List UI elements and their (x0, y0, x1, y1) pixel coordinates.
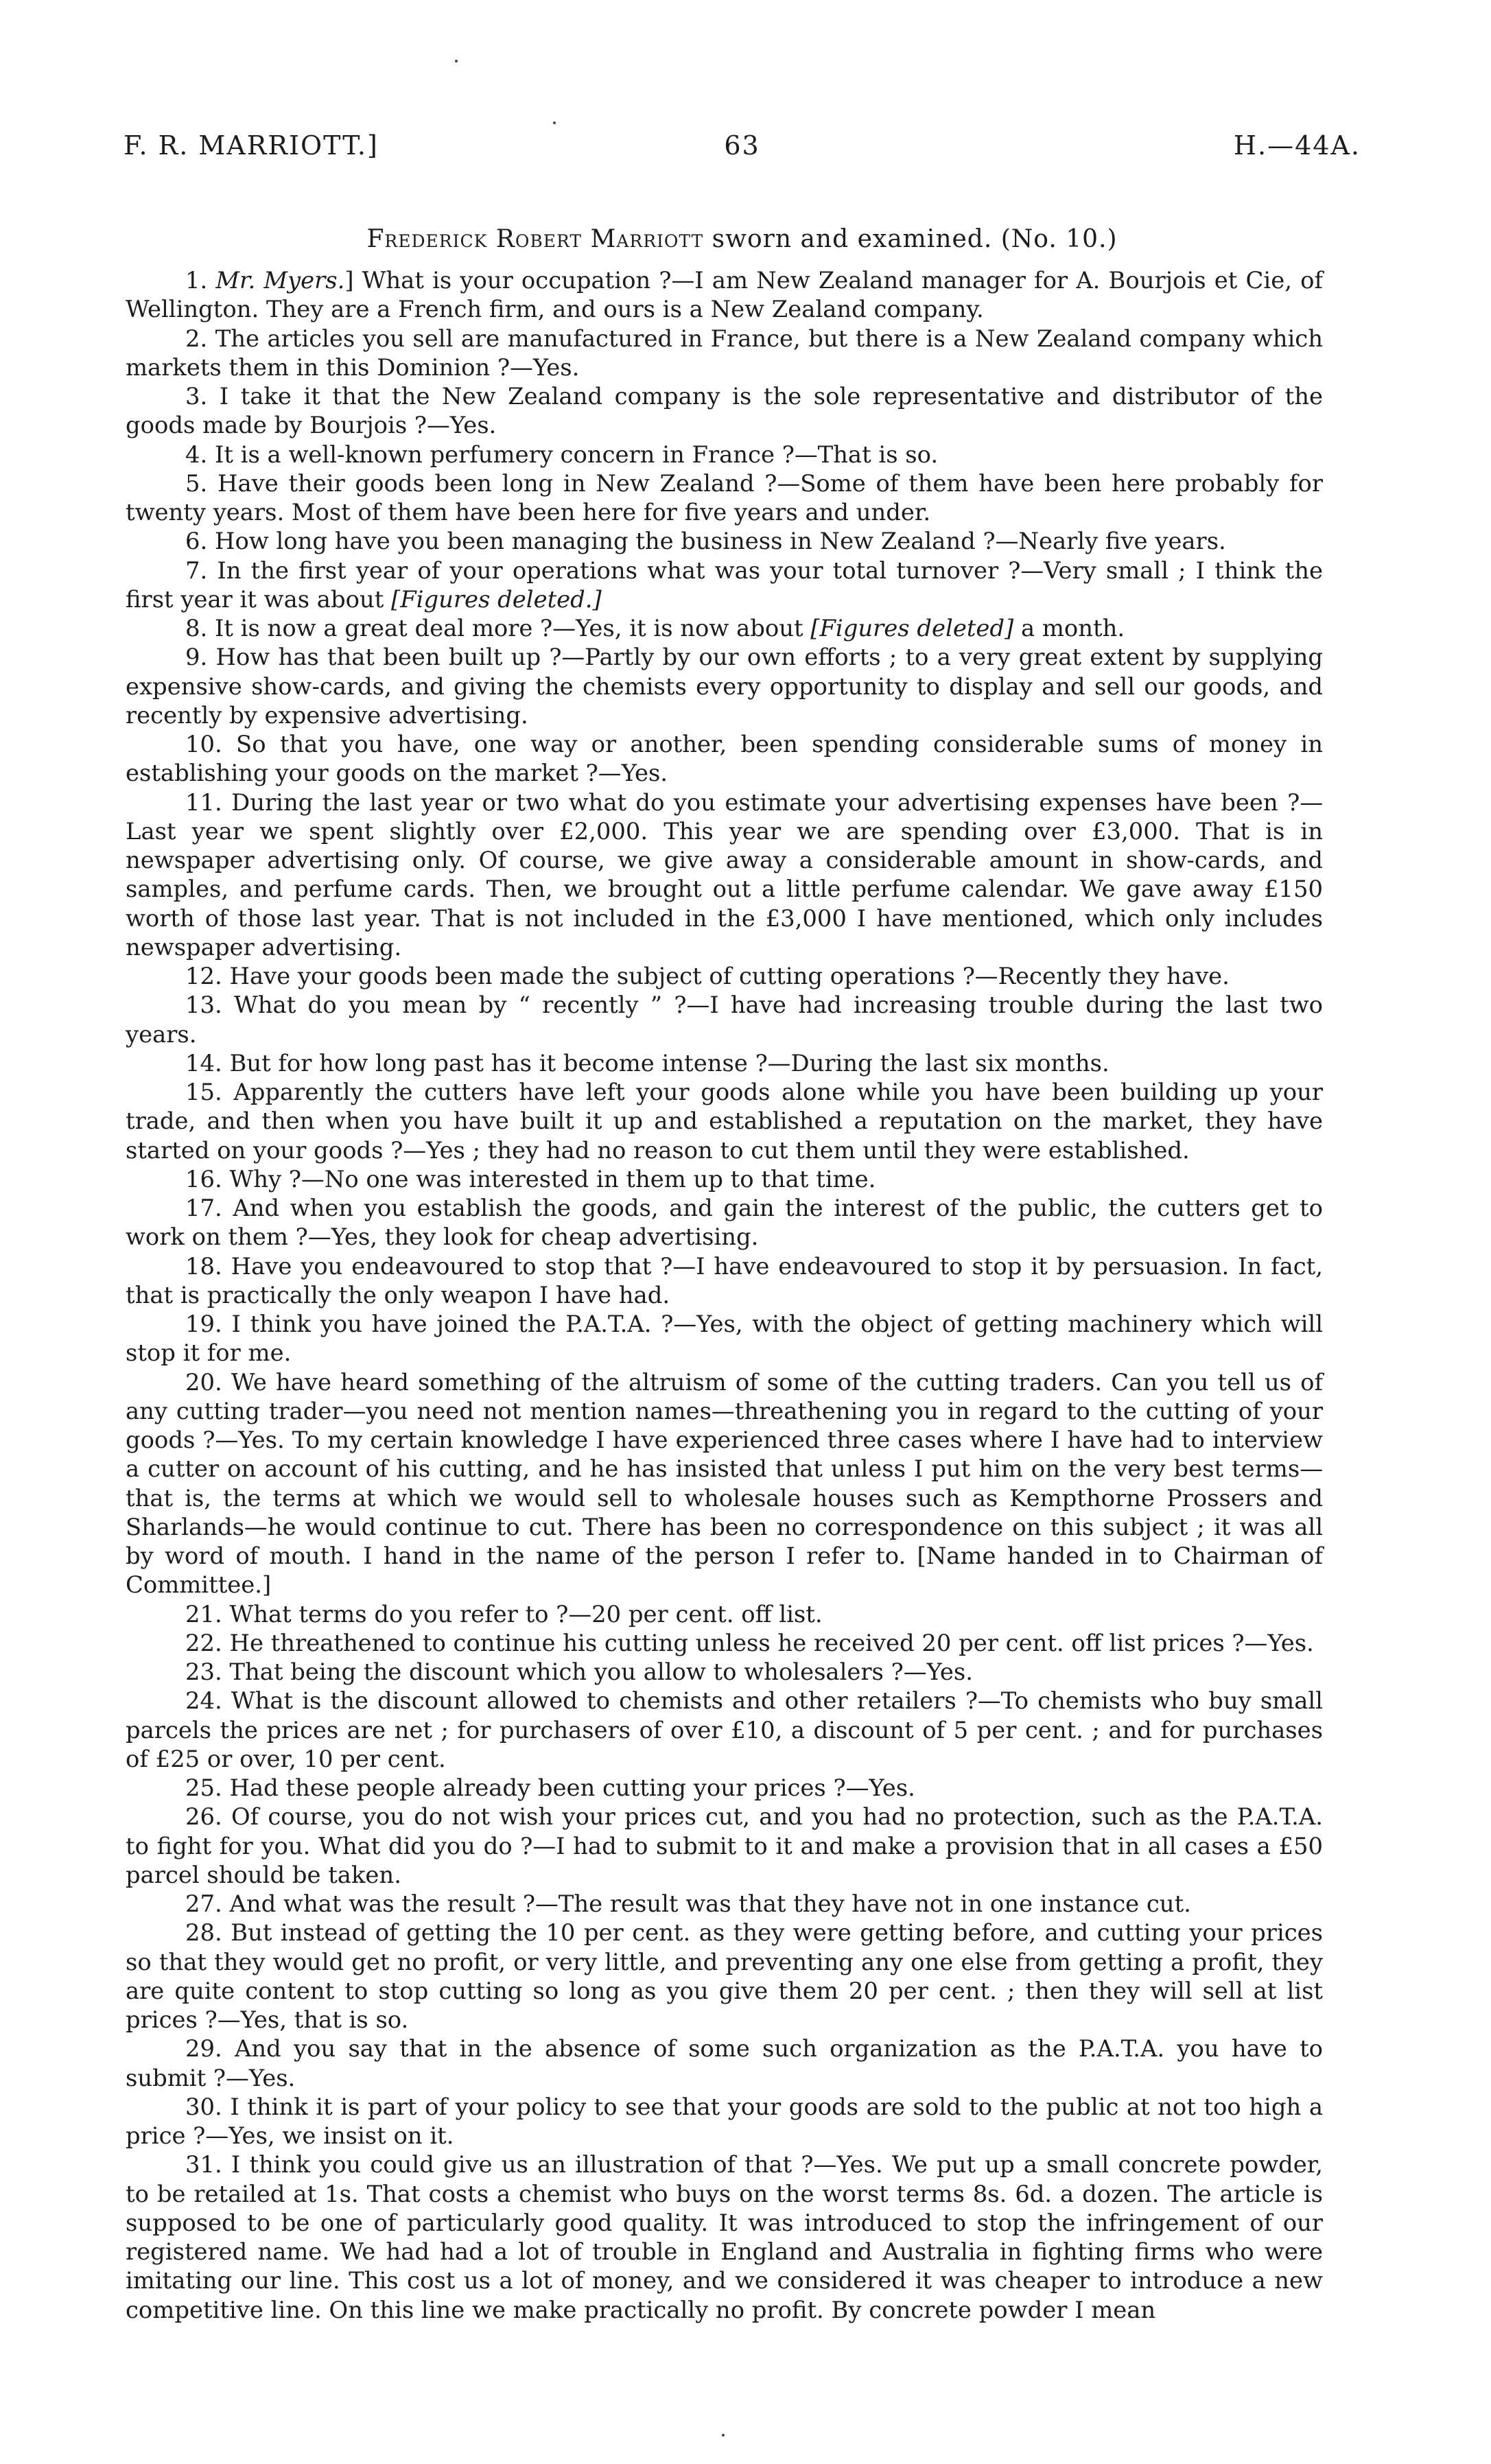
question-paragraph: 12. Have your goods been made the subject of cutting operations ?—Recently they have. (185, 963, 1230, 989)
question-paragraph: 9. How has that been built up ?—Partly by our own efforts ; to a very great extent by supplying expensive show-cards, and giving the chemists every opportunity to display and sell our goods, and recently by expensive advertising. (126, 644, 1323, 729)
question-paragraph: 4. It is a well-known perfumery concern in France ?—That is so. (185, 441, 939, 468)
question-paragraph: 8. It is now a great deal more ?—Yes, it is now about [Figures deleted] a month. (185, 615, 1125, 642)
speck-mark (722, 2434, 725, 2437)
testimony-body (126, 266, 1323, 2325)
question-paragraph: 23. That being the discount which you allow to wholesalers ?—Yes. (185, 1658, 974, 1685)
question-paragraph: 21. What terms do you refer to ?—20 per cent. off list. (185, 1600, 823, 1628)
question-paragraph: 17. And when you establish the goods, and gain the interest of the public, the cutters get to work on them ?—Yes, they look for cheap advertising. (126, 1195, 1323, 1251)
question-paragraph: 6. How long have you been managing the business in New Zealand ?—Nearly five years. (185, 528, 1226, 555)
question-paragraph: 1. Mr. Myers.] What is your occupation ?—I am New Zealand manager for A. Bourjois et Cie, of Wellington. They are a French firm, and ours is a New Zealand company. (126, 267, 1323, 323)
question-paragraph: 26. Of course, you do not wish your prices cut, and you had no protection, such as the P.A.T.A. to fight for you. What did you do ?—I had to submit to it and make a provision that in all cases a £50 parcel should be taken. (126, 1803, 1323, 1888)
figures-deleted-note: [Figures deleted.] (391, 585, 602, 613)
question-paragraph: 24. What is the discount allowed to chemists and other retailers ?—To chemists who buy small parcels the prices are net ; for purchasers of over £10, a discount of 5 per cent. ; and for purchases of £25 or over, 10 per cent. (126, 1687, 1323, 1772)
question-paragraph: 29. And you say that in the absence of some such organization as the P.A.T.A. you have to submit ?—Yes. (126, 2035, 1323, 2091)
header-witness-name: F. R. MARRIOTT.] (124, 130, 379, 161)
question-paragraph: 22. He threathened to continue his cutting unless he received 20 per cent. off list prices ?—Yes. (185, 1629, 1314, 1656)
question-paragraph: 30. I think it is part of your policy to see that your goods are sold to the public at not too high a price ?—Yes, we insist on it. (126, 2093, 1323, 2149)
question-paragraph: 14. But for how long past has it become intense ?—During the last six months. (185, 1049, 1110, 1077)
question-paragraph: 2. The articles you sell are manufactured in France, but there is a New Zealand company which markets them in this Dominion ?—Yes. (126, 325, 1323, 381)
witness-name: Frederick Robert Marriott (366, 225, 704, 253)
question-paragraph: 15. Apparently the cutters have left your goods alone while you have been building up your trade, and then when you have built it up and established a reputation on the market, they have started on your goods ?—Yes ; they had no reason to cut them until they were established. (126, 1079, 1323, 1164)
question-paragraph: 20. We have heard something of the altruism of some of the cutting traders. Can you tell us of any cutting trader—you need not mention names—threathening you in regard to the cutting of your goods ?—Yes. To my certain knowledge I have experienced three cases where I have had to interview a cutter on account of his cutting, and he has insisted that unless I put him on the very best terms—that is, the terms at which we would sell to wholesale houses such as Kempthorne Prossers and Sharlands—he would continue to cut. There has been no correspondence on this subject ; it was all by word of mouth. I hand in the name of the person I refer to. [Name handed in to Chairman of Committee.] (126, 1368, 1323, 1599)
question-paragraph: 28. But instead of getting the 10 per cent. as they were getting before, and cutting your prices so that they would get no profit, or very little, and preventing any one else from getting a profit, they are quite content to stop cutting so long as you give them 20 per cent. ; then they will sell at list prices ?—Yes, that is so. (126, 1919, 1323, 2033)
figures-deleted-note: [Figures deleted] (810, 615, 1014, 642)
question-paragraph: 3. I take it that the New Zealand company is the sole representative and distributor of the goods made by Bourjois ?—Yes. (126, 383, 1323, 439)
question-paragraph: 7. In the first year of your operations what was your total turnover ?—Very small ; I think the first year it was about [Figures deleted.] (126, 556, 1323, 613)
paper-reference: H.—44A. (1233, 130, 1361, 161)
question-paragraph: 11. During the last year or two what do you estimate your advertising expenses have been ?—Last year we spent slightly over £2,000. This year we are spending over £3,000. That is in newspaper advertising only. Of course, we give away a considerable amount in show-cards, and samples, and perfume cards. Then, we brought out a little perfume calendar. We gave away £150 worth of those last year. That is not included in the £3,000 I have mentioned, which only includes newspaper advertising. (126, 788, 1323, 961)
title-suffix: sworn and examined. (703, 225, 993, 253)
witness-title (124, 225, 1361, 253)
question-paragraph: 18. Have you endeavoured to stop that ?—I have endeavoured to stop it by persuasion. In fact, that is practically the only weapon I have had. (126, 1252, 1323, 1309)
question-paragraph: 27. And what was the result ?—The result was that they have not in one instance cut. (185, 1890, 1191, 1917)
question-paragraph: 31. I think you could give us an illustration of that ?—Yes. We put up a small concrete powder, to be retailed at 1s. That costs a chemist who buys on the worst terms 8s. 6d. a dozen. The article is supposed to be one of particularly good quality. It was introduced to stop the infringement of our registered name. We had had a lot of trouble in England and Australia in fighting firms who were imitating our line. This cost us a lot of money, and we considered it was cheaper to introduce a new competitive line. On this line we make practically no profit. By concrete powder I mean (126, 2151, 1323, 2323)
question-paragraph: 13. What do you mean by “ recently ” ?—I have had increasing trouble during the last two years. (126, 992, 1323, 1048)
question-paragraph: 19. I think you have joined the P.A.T.A. ?—Yes, with the object of getting machinery which will stop it for me. (126, 1311, 1323, 1367)
witness-number: (No. 10.) (1000, 225, 1118, 253)
question-paragraph: 25. Had these people already been cutting your prices ?—Yes. (185, 1774, 915, 1801)
speck-mark (455, 60, 458, 62)
speck-mark (553, 121, 556, 124)
question-paragraph: 10. So that you have, one way or another, been spending considerable sums of money in establishing your goods on the market ?—Yes. (126, 731, 1323, 787)
page-header (124, 130, 1361, 172)
question-paragraph: 16. Why ?—No one was interested in them up to that time. (185, 1165, 876, 1193)
speaker-name: Mr. Myers. (215, 267, 345, 294)
page-number: 63 (724, 130, 760, 161)
question-paragraph: 5. Have their goods been long in New Zealand ?—Some of them have been here probably for twenty years. Most of them have been here for five years and under. (126, 469, 1323, 526)
